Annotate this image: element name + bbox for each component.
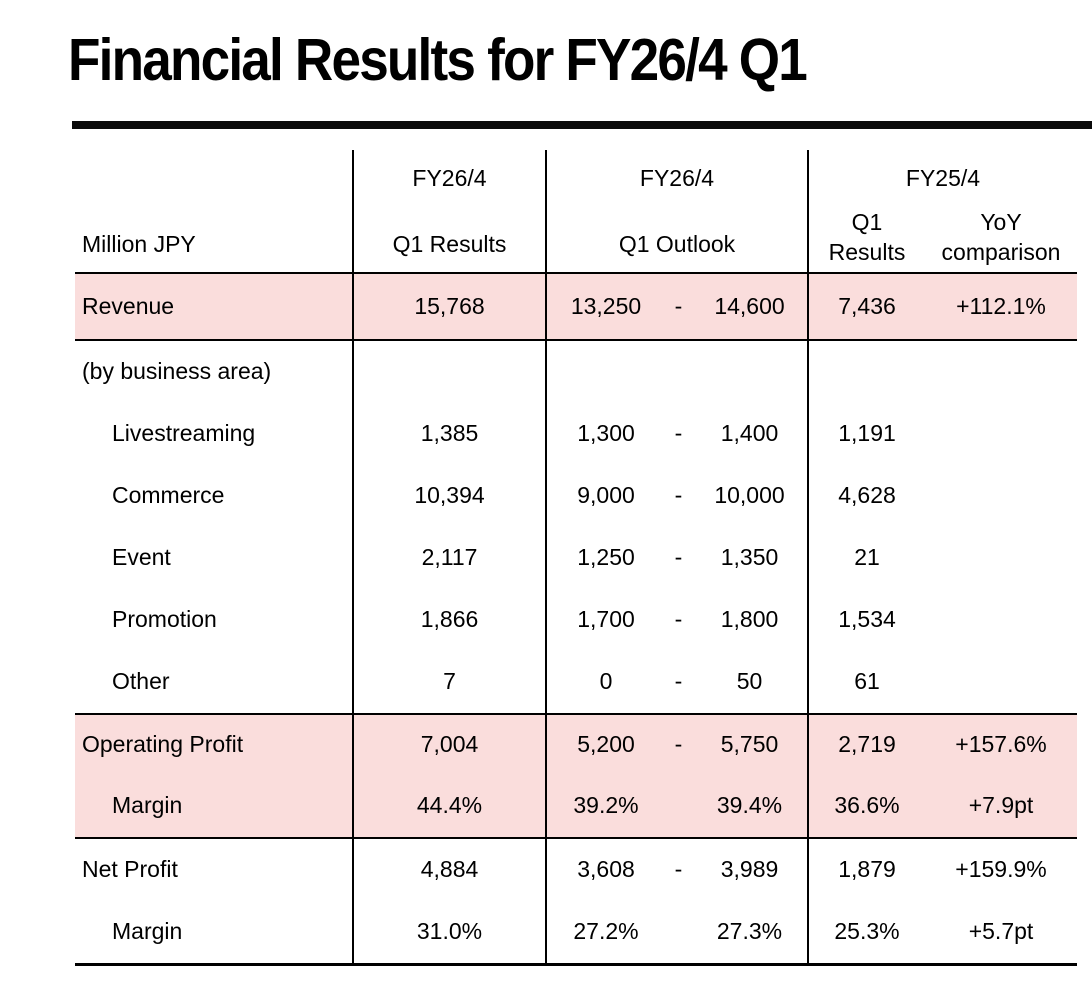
- outlook-range: [545, 715, 807, 775]
- results-value: 10,394: [352, 465, 545, 527]
- title-divider: [72, 121, 1092, 129]
- prior-value: 21: [854, 544, 880, 571]
- prior-year-cells: [807, 527, 1077, 589]
- prior-value: 4,628: [838, 482, 896, 509]
- outlook-high: 5,750: [720, 731, 779, 758]
- prior-year-cells: [807, 900, 1077, 963]
- header-prior-year-cell: [807, 150, 1077, 272]
- results-value: 1,385: [352, 403, 545, 465]
- prior-year-cells: [807, 589, 1077, 651]
- row-label: Commerce: [112, 482, 225, 509]
- table-header-row: [75, 150, 1077, 272]
- prior-value: 36.6%: [834, 792, 900, 819]
- yoy-value: +159.9%: [955, 855, 1047, 882]
- outlook-dash: -: [674, 668, 683, 695]
- row-label: Revenue: [82, 292, 175, 319]
- outlook-high: 1,400: [720, 420, 779, 447]
- outlook-range: [545, 274, 807, 339]
- page-title: Financial Results for FY26/4 Q1: [68, 27, 807, 93]
- header-prior-fy: FY25/4: [905, 165, 981, 191]
- outlook-dash: -: [674, 420, 683, 447]
- table-row-operating-profit: [75, 713, 1077, 775]
- outlook-low: 3,608: [577, 855, 635, 882]
- outlook-range: [545, 403, 807, 465]
- prior-value: 1,191: [838, 420, 896, 447]
- results-value: 1,866: [352, 589, 545, 651]
- outlook-dash: -: [674, 292, 683, 319]
- outlook-high: 27.3%: [716, 917, 783, 944]
- outlook-low: 5,200: [577, 731, 635, 758]
- outlook-low: 9,000: [577, 482, 635, 509]
- prior-year-cells: [807, 839, 1077, 900]
- outlook-range: [545, 527, 807, 589]
- outlook-range: [545, 900, 807, 963]
- outlook-dash: -: [674, 606, 683, 633]
- outlook-low: 39.2%: [573, 792, 639, 819]
- header-outlook-fy: FY26/4: [639, 165, 715, 191]
- outlook-range: [545, 775, 807, 837]
- prior-year-cells: [807, 274, 1077, 339]
- header-prior-q1-results: Q1 Results: [828, 209, 906, 265]
- outlook-high: 14,600: [714, 292, 785, 319]
- row-label: (by business area): [82, 358, 272, 385]
- outlook-high: 39.4%: [716, 792, 783, 819]
- prior-year-cells: [807, 775, 1077, 837]
- results-value: 4,884: [352, 839, 545, 900]
- header-unit-cell: [75, 150, 352, 272]
- outlook-dash: -: [674, 731, 683, 758]
- row-label: Livestreaming: [112, 420, 256, 447]
- prior-year-cells: [807, 341, 1077, 403]
- results-value: 44.4%: [352, 775, 545, 837]
- prior-value: 25.3%: [834, 917, 900, 944]
- row-label: Other: [112, 668, 170, 695]
- row-label: Promotion: [112, 606, 217, 633]
- financial-results-table: [75, 150, 1077, 966]
- table-row-other: [75, 651, 1077, 713]
- row-label: Net Profit: [82, 855, 178, 882]
- outlook-low: 0: [599, 668, 613, 695]
- table-row-by-business-area: [75, 341, 1077, 403]
- prior-year-cells: [807, 465, 1077, 527]
- outlook-range: [545, 651, 807, 713]
- outlook-range: [545, 839, 807, 900]
- prior-value: 2,719: [838, 731, 896, 758]
- header-outlook-period: Q1 Outlook: [618, 231, 736, 258]
- table-row-net-profit: [75, 837, 1077, 900]
- header-q1-results-cell: [352, 150, 545, 272]
- outlook-low: 27.2%: [573, 917, 639, 944]
- yoy-value: +157.6%: [955, 731, 1047, 758]
- results-value: 15,768: [352, 274, 545, 339]
- outlook-range: [545, 341, 807, 403]
- row-label: Margin: [112, 792, 183, 819]
- outlook-high: 50: [736, 668, 763, 695]
- table-row-livestreaming: [75, 403, 1077, 465]
- header-prior-subheaders: [809, 207, 1077, 272]
- prior-year-cells: [807, 651, 1077, 713]
- header-results-period: Q1 Results: [392, 231, 507, 258]
- prior-value: 1,879: [838, 855, 896, 882]
- row-label: Margin: [112, 917, 183, 944]
- outlook-low: 1,250: [577, 544, 635, 571]
- outlook-dash: -: [674, 855, 683, 882]
- header-results-fy: FY26/4: [412, 165, 487, 191]
- prior-value: 1,534: [838, 606, 896, 633]
- table-row-revenue: [75, 272, 1077, 341]
- table-row-net-margin: [75, 900, 1077, 963]
- yoy-value: +112.1%: [956, 292, 1046, 319]
- results-value: 7: [352, 651, 545, 713]
- outlook-high: 10,000: [714, 482, 785, 509]
- table-row-event: [75, 527, 1077, 589]
- prior-value: 7,436: [838, 292, 896, 319]
- outlook-high: 3,989: [720, 855, 779, 882]
- prior-year-cells: [807, 715, 1077, 775]
- outlook-low: 1,300: [577, 420, 635, 447]
- row-label: Event: [112, 544, 171, 571]
- outlook-dash: -: [674, 544, 683, 571]
- header-prior-yoy: YoY comparison: [941, 209, 1061, 265]
- yoy-value: +5.7pt: [968, 917, 1034, 944]
- header-q1-outlook-cell: [545, 150, 807, 272]
- results-value: 2,117: [352, 527, 545, 589]
- yoy-value: +7.9pt: [968, 792, 1034, 819]
- prior-year-cells: [807, 403, 1077, 465]
- results-value: 7,004: [352, 715, 545, 775]
- row-label: Operating Profit: [82, 731, 244, 758]
- results-value: [352, 341, 545, 403]
- prior-value: 61: [854, 668, 880, 695]
- results-value: 31.0%: [352, 900, 545, 963]
- outlook-high: 1,350: [720, 544, 779, 571]
- table-row-promotion: [75, 589, 1077, 651]
- outlook-range: [545, 465, 807, 527]
- unit-label: Million JPY: [82, 231, 196, 258]
- table-row-operating-margin: [75, 775, 1077, 837]
- outlook-dash: -: [674, 482, 683, 509]
- outlook-range: [545, 589, 807, 651]
- outlook-low: 1,700: [577, 606, 635, 633]
- table-row-commerce: [75, 465, 1077, 527]
- outlook-high: 1,800: [720, 606, 779, 633]
- outlook-low: 13,250: [570, 292, 642, 319]
